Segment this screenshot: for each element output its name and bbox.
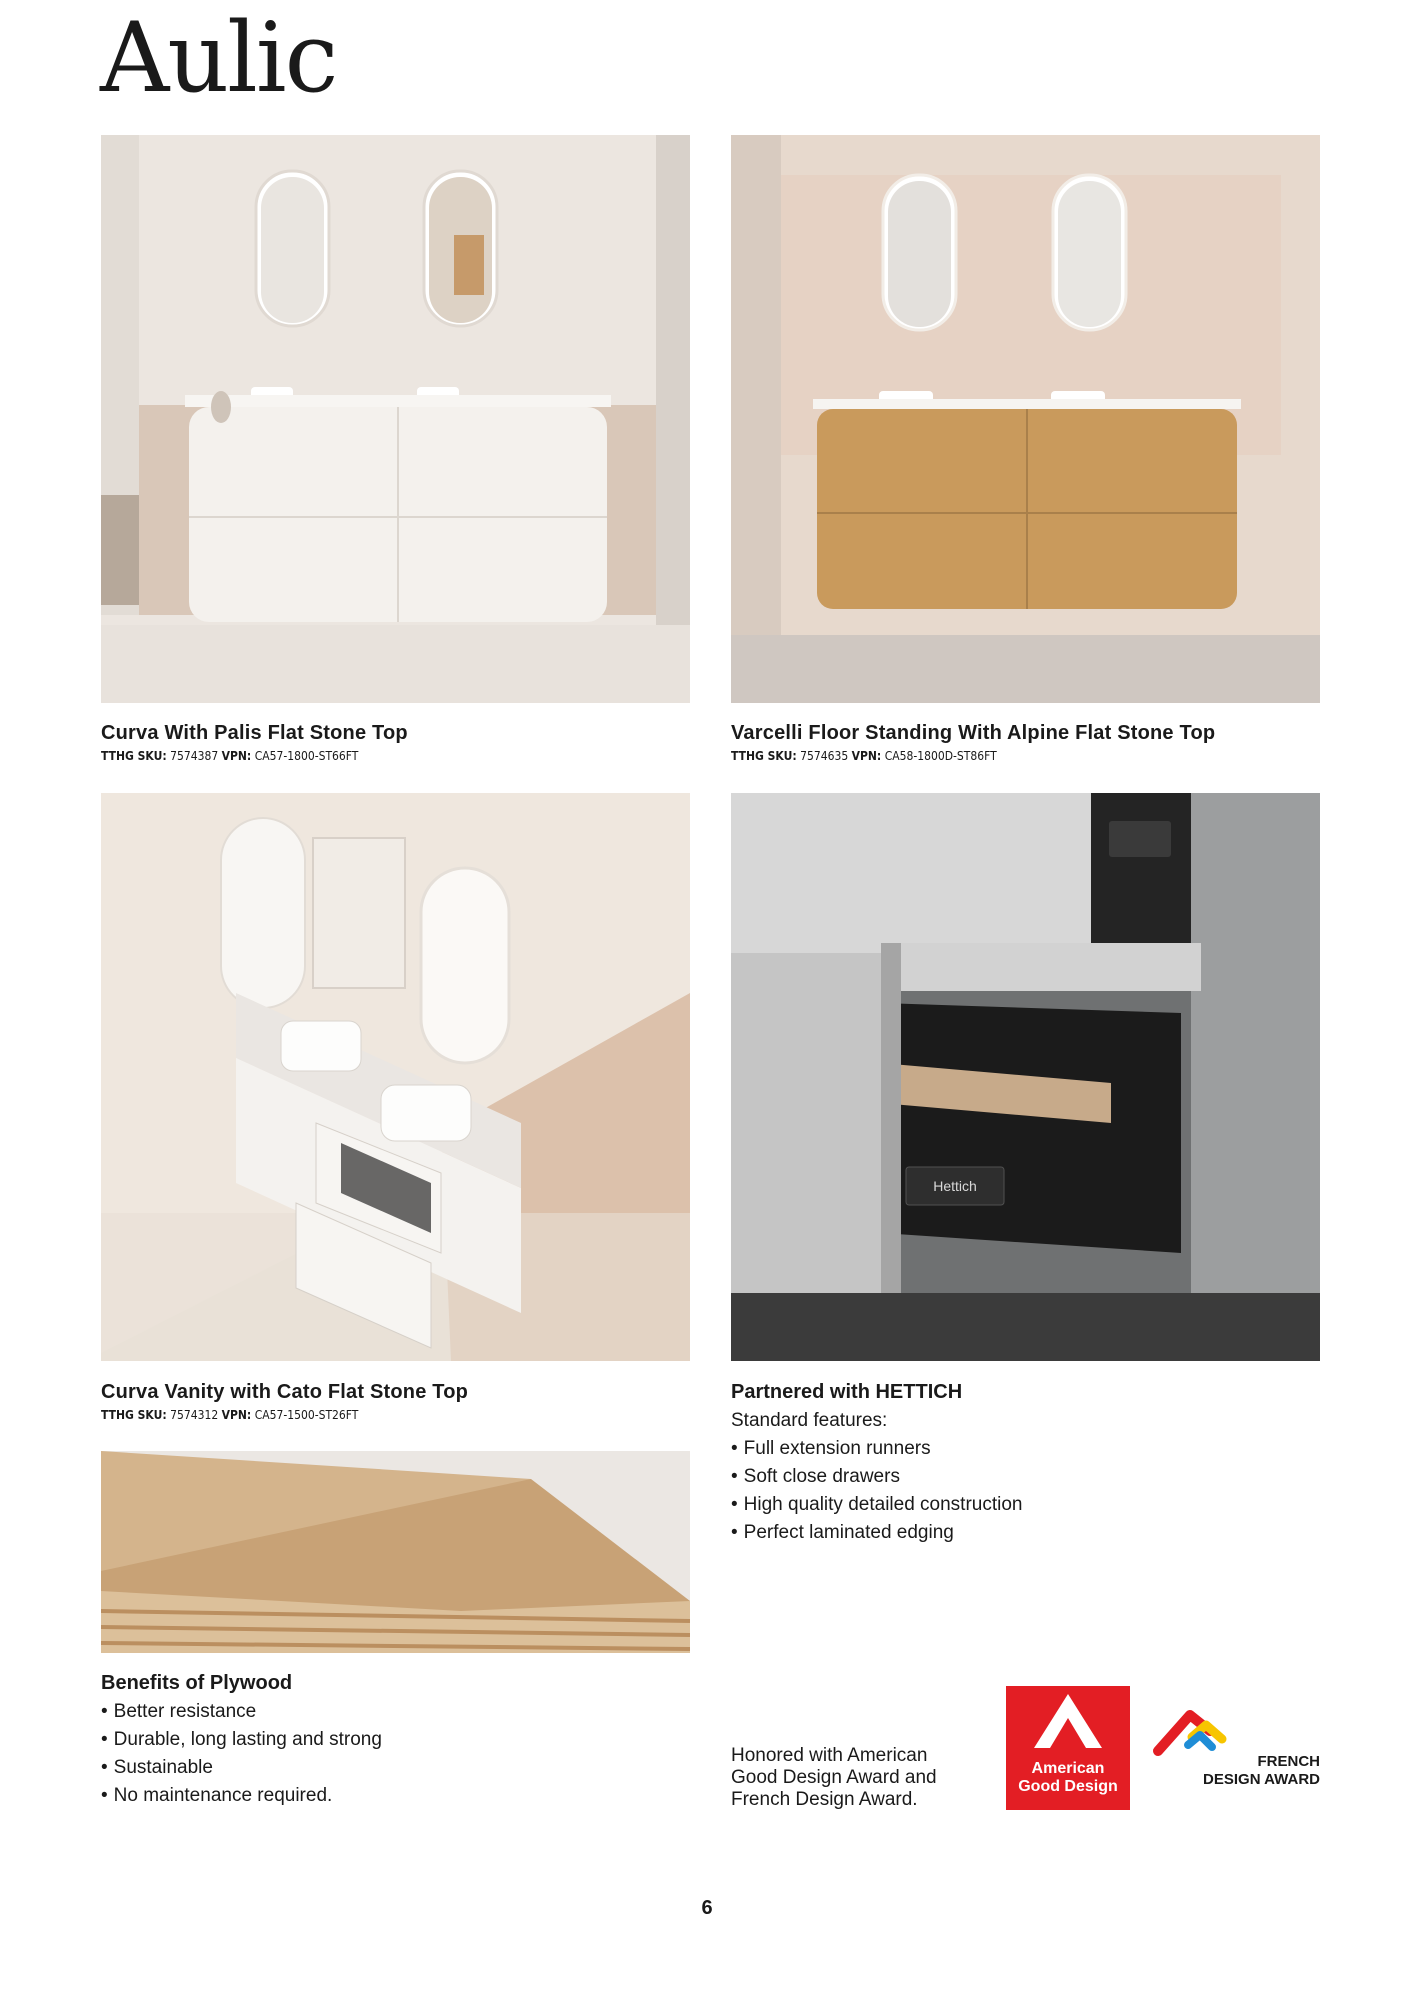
list-item: • Full extension runners	[731, 1438, 1320, 1460]
plywood-benefits	[101, 1672, 690, 1813]
agd-mark-icon	[1006, 1686, 1130, 1756]
french-design-award-logo	[1150, 1705, 1320, 1788]
caption-varcelli-alpine	[731, 722, 1320, 763]
product-photo-curva-palis	[101, 135, 690, 703]
hettich-features	[731, 1381, 1320, 1550]
list-item: • Soft close drawers	[731, 1466, 1320, 1488]
list-item: • High quality detailed construction	[731, 1494, 1320, 1516]
hettich-subtitle: Standard features:	[731, 1410, 888, 1431]
agd-line2: Good Design	[1018, 1778, 1118, 1795]
vpn-value: CA57-1500-ST26FT	[254, 1408, 359, 1422]
vpn-label: VPN:	[851, 749, 882, 763]
agd-text	[1006, 1760, 1130, 1796]
vpn-label: VPN:	[221, 749, 252, 763]
sku-label: TTHG SKU:	[101, 749, 167, 763]
list-item: • Sustainable	[101, 1757, 690, 1779]
product-title: Curva Vanity with Cato Flat Stone Top	[101, 1381, 469, 1403]
product-codes	[731, 749, 1320, 763]
plywood-photo	[101, 1451, 690, 1653]
sku-label: TTHG SKU:	[731, 749, 797, 763]
caption-curva-palis	[101, 722, 690, 763]
caption-curva-cato	[101, 1381, 690, 1422]
brand-logo: Aulic	[100, 2, 337, 114]
product-photo-varcelli-alpine	[731, 135, 1320, 703]
list-item: • Durable, long lasting and strong	[101, 1729, 690, 1751]
sku-value: 7574635	[800, 749, 849, 763]
vpn-value: CA58-1800D-ST86FT	[884, 749, 997, 763]
product-codes	[101, 1408, 690, 1422]
fda-line2: DESIGN AWARD	[1203, 1771, 1320, 1788]
vpn-label: VPN:	[221, 1408, 252, 1422]
benefits-list	[101, 1701, 690, 1807]
features-list	[731, 1438, 1320, 1544]
list-item: • Perfect laminated edging	[731, 1522, 1320, 1544]
vpn-value: CA57-1800-ST66FT	[254, 749, 359, 763]
product-photo-curva-cato	[101, 793, 690, 1361]
american-good-design-logo	[1006, 1686, 1130, 1810]
list-item: • Better resistance	[101, 1701, 690, 1723]
awards-text: Honored with American Good Design Award and French Design Award.	[731, 1745, 937, 1810]
product-title: Varcelli Floor Standing With Alpine Flat Stone Top	[731, 722, 1216, 744]
plywood-title: Benefits of Plywood	[101, 1672, 293, 1694]
agd-line1: American	[1031, 1760, 1105, 1777]
sku-value: 7574387	[170, 749, 219, 763]
hettich-logo-label: Hettich	[933, 1178, 977, 1194]
list-item: • No maintenance required.	[101, 1785, 690, 1807]
sku-label: TTHG SKU:	[101, 1408, 167, 1422]
product-codes	[101, 749, 690, 763]
fda-line1: FRENCH	[1257, 1753, 1320, 1770]
sku-value: 7574312	[170, 1408, 219, 1422]
page-number: 6	[701, 1897, 713, 1919]
hettich-title: Partnered with HETTICH	[731, 1381, 963, 1403]
product-title: Curva With Palis Flat Stone Top	[101, 722, 408, 744]
hettich-drawer-photo	[731, 793, 1320, 1361]
fda-text	[1195, 1753, 1320, 1789]
